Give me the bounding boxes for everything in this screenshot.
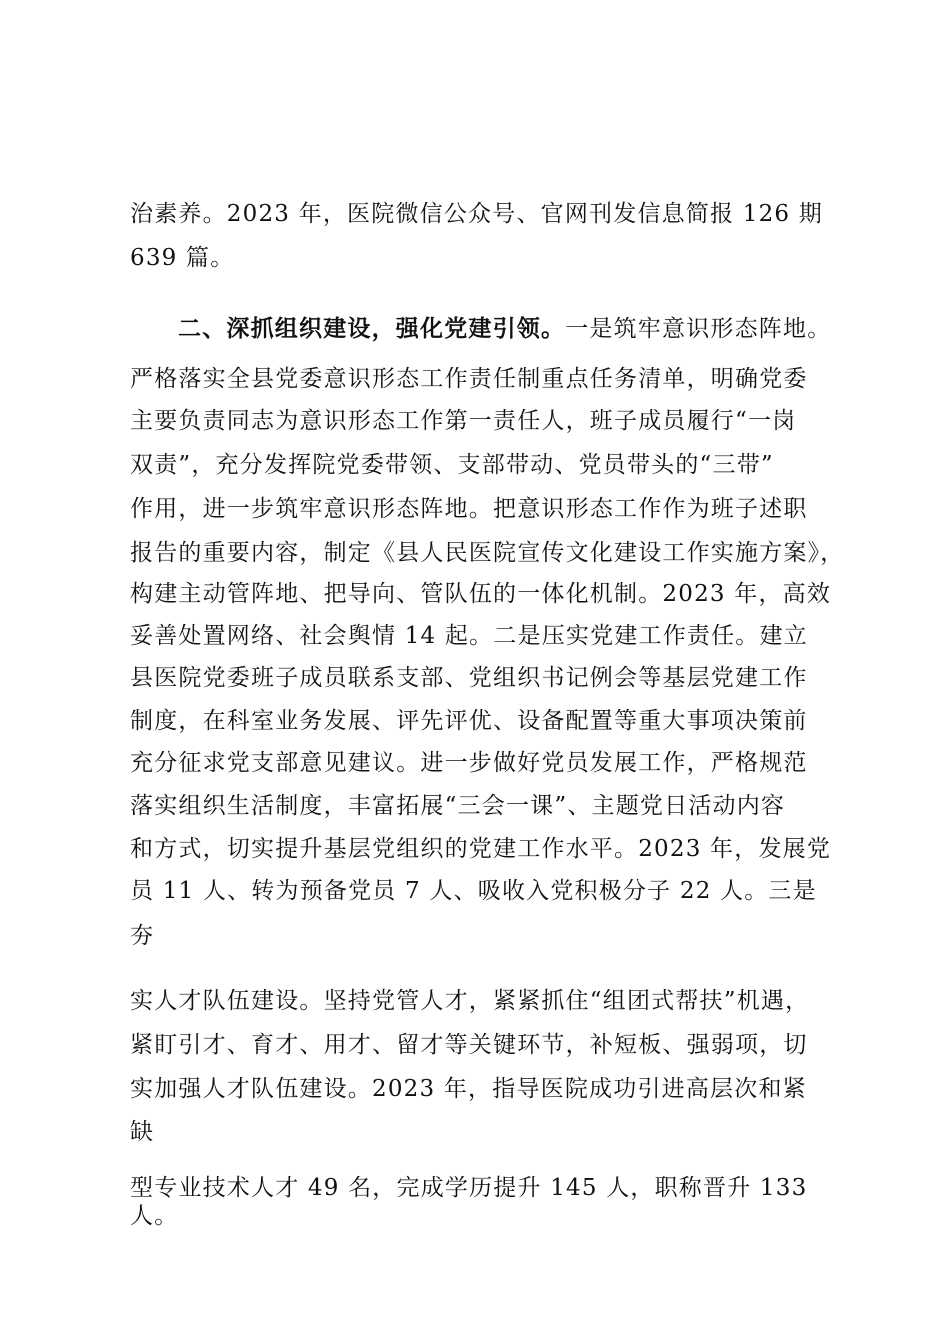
text-line: 治素养。2023 年，医院微信公众号、官网刊发信息简报 126 期 [130, 201, 823, 227]
text-line: 员 11 人、转为预备党员 7 人、吸收入党积极分子 22 人。三是 [130, 878, 817, 904]
text-line: 和方式，切实提升基层党组织的党建工作水平。2023 年，发展党 [130, 836, 832, 862]
text-line: 639 篇。 [130, 245, 235, 271]
text-line: 县医院党委班子成员联系支部、党组织书记例会等基层党建工作 [130, 665, 808, 691]
subsection-lead: 一是筑牢意识形态阵地。 [565, 316, 832, 342]
text-line: 妥善处置网络、社会舆情 14 起。二是压实党建工作责任。建立 [130, 623, 808, 649]
text-line: 紧盯引才、育才、用才、留才等关键环节，补短板、强弱项，切 [130, 1032, 808, 1058]
text-line: 落实组织生活制度，丰富拓展“三会一课”、主题党日活动内容 [130, 793, 786, 819]
text-line: 实人才队伍建设。坚持党管人才，紧紧抓住“组团式帮扶”机遇， [130, 988, 810, 1014]
text-line: 制度，在科室业务发展、评先评优、设备配置等重大事项决策前 [130, 708, 808, 734]
text-line: 充分征求党支部意见建议。进一步做好党员发展工作，严格规范 [130, 750, 808, 776]
text-line: 夯 [130, 923, 155, 949]
text-line: 作用，进一步筑牢意识形态阵地。把意识形态工作作为班子述职 [130, 496, 808, 522]
text-line: 实加强人才队伍建设。2023 年，指导医院成功引进高层次和紧 [130, 1076, 807, 1102]
section-heading: 二、深抓组织建设，强化党建引领。 [178, 315, 566, 342]
text-line: 人。 [130, 1203, 179, 1229]
text-line: 报告的重要内容，制定《县人民医院宣传文化建设工作实施方案》， [130, 540, 845, 566]
text-line: 缺 [130, 1119, 155, 1145]
text-line: 主要负责同志为意识形态工作第一责任人，班子成员履行“一岗 [130, 408, 797, 434]
section-heading-line [178, 314, 878, 344]
text-line: 构建主动管阵地、把导向、管队伍的一体化机制。2023 年，高效 [130, 581, 832, 607]
text-line: 严格落实全县党委意识形态工作责任制重点任务清单，明确党委 [130, 366, 808, 392]
text-line: 型专业技术人才 49 名，完成学历提升 145 人，职称晋升 133 [130, 1175, 808, 1201]
text-line: 双责”，充分发挥院党委带领、支部带动、党员带头的“三带” [130, 452, 774, 478]
